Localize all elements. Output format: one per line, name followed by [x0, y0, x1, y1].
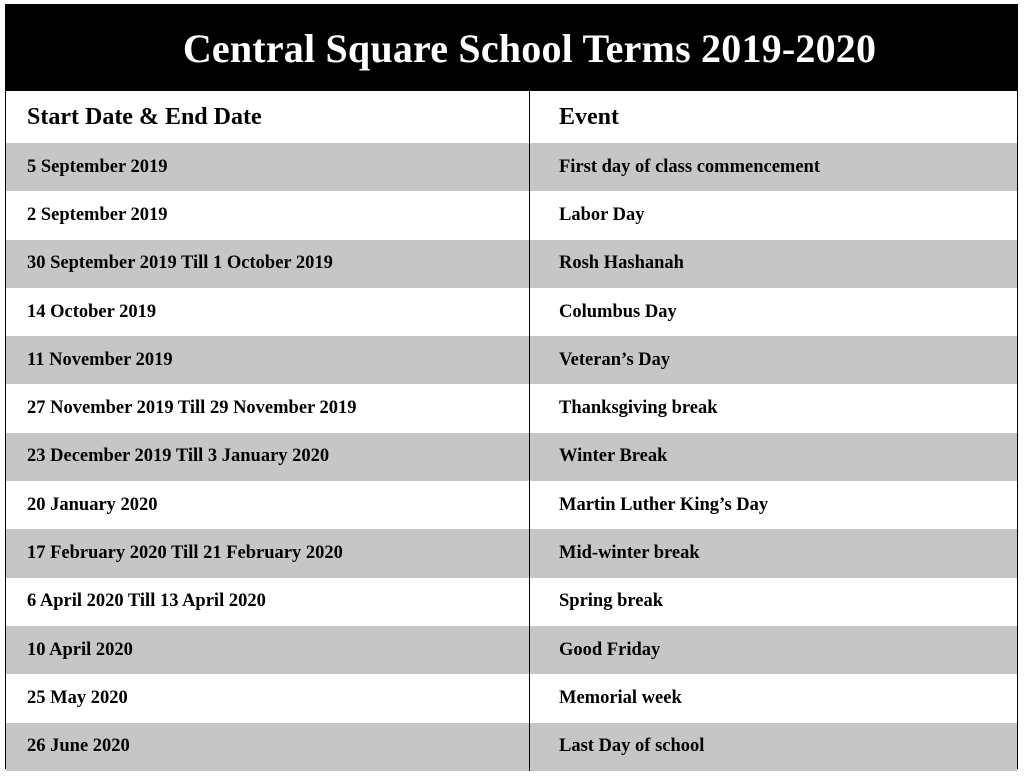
date-cell: 23 December 2019 Till 3 January 2020: [6, 433, 530, 481]
date-cell: 20 January 2020: [6, 481, 530, 529]
table-row: [6, 336, 1017, 384]
header-event: Event: [559, 103, 619, 130]
header-row: [6, 91, 1017, 143]
event-cell: Thanksgiving break: [559, 398, 718, 419]
event-cell: Last Day of school: [559, 736, 705, 757]
table-row: [6, 674, 1017, 722]
date-cell: 5 September 2019: [6, 143, 530, 191]
table-row: [6, 288, 1017, 336]
event-cell: Martin Luther King’s Day: [559, 494, 769, 515]
event-cell: Mid-winter break: [559, 543, 700, 564]
table-row: [6, 481, 1017, 529]
date-cell: 11 November 2019: [6, 336, 530, 384]
table-row: [6, 723, 1017, 771]
date-cell: 17 February 2020 Till 21 February 2020: [6, 529, 530, 577]
event-cell: Rosh Hashanah: [559, 253, 684, 274]
date-cell: 27 November 2019 Till 29 November 2019: [6, 384, 530, 432]
table-row: [6, 143, 1017, 191]
table-row: [6, 191, 1017, 239]
event-cell: Good Friday: [559, 639, 661, 660]
date-cell: 30 September 2019 Till 1 October 2019: [6, 240, 530, 288]
table-row: [6, 384, 1017, 432]
page-title: Central Square School Terms 2019-2020: [182, 25, 877, 71]
date-cell: 14 October 2019: [6, 288, 530, 336]
date-cell: 10 April 2020: [6, 626, 530, 674]
event-cell: Memorial week: [559, 687, 682, 708]
event-cell: First day of class commencement: [559, 156, 820, 177]
date-cell: 26 June 2020: [6, 723, 530, 771]
table-row: [6, 433, 1017, 481]
title-bar: [6, 5, 1017, 91]
table-row: [6, 529, 1017, 577]
date-cell: 6 April 2020 Till 13 April 2020: [6, 578, 530, 626]
event-cell: Winter Break: [559, 446, 668, 467]
table-row: [6, 240, 1017, 288]
table-row: [6, 626, 1017, 674]
table-row: [6, 578, 1017, 626]
event-cell: Columbus Day: [559, 301, 677, 322]
date-cell: 2 September 2019: [6, 191, 530, 239]
event-cell: Spring break: [559, 591, 664, 612]
date-cell: 25 May 2020: [6, 674, 530, 722]
event-cell: Veteran’s Day: [559, 349, 671, 370]
terms-grid: [6, 91, 1017, 771]
header-date: Start Date & End Date: [6, 91, 530, 143]
event-cell: Labor Day: [559, 204, 645, 225]
school-terms-table: [5, 4, 1018, 769]
